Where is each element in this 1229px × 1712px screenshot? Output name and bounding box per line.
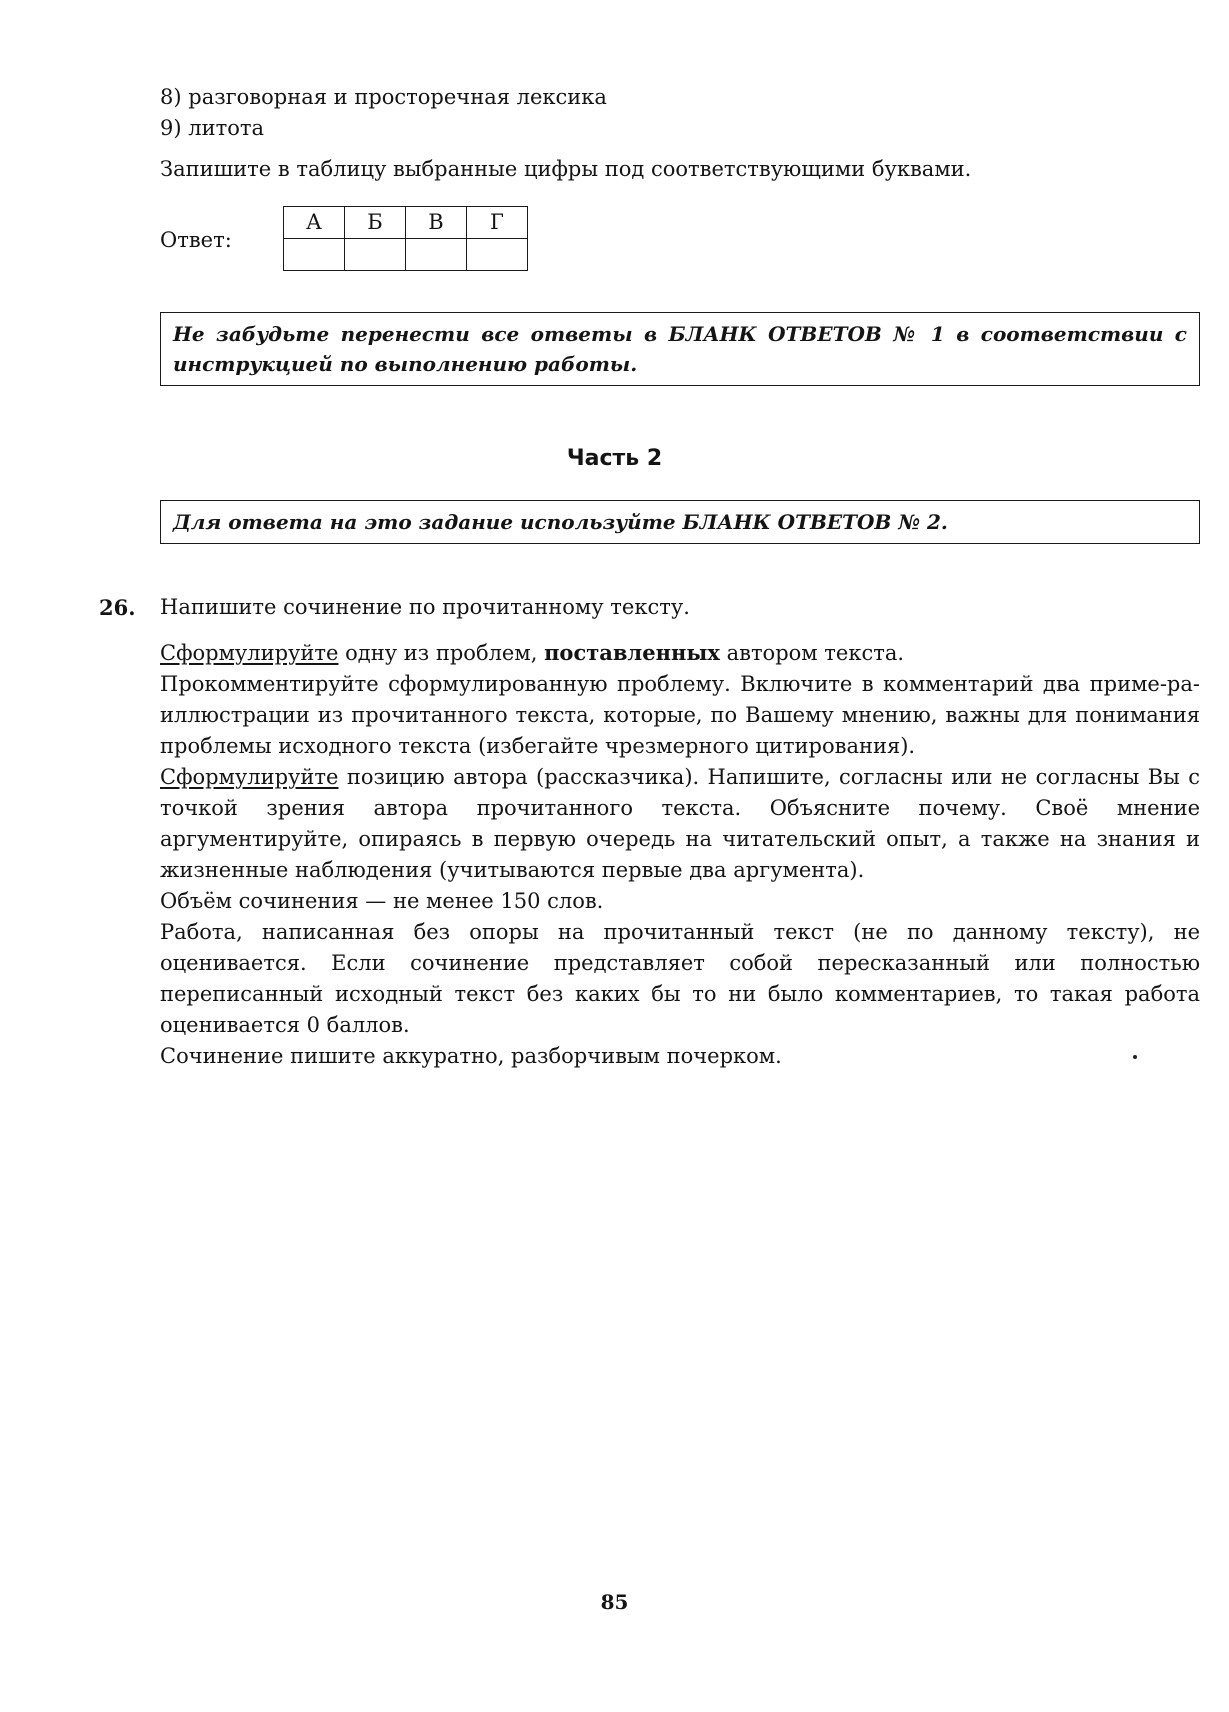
task-p1-text-a: одну из проблем,: [338, 641, 545, 665]
notice-answer-form-2: Для ответа на это задание используйте БЛАНК ОТВЕТОВ № 2.: [160, 500, 1200, 544]
task-paragraph-3: [160, 762, 1200, 886]
answer-cell-v[interactable]: [406, 239, 467, 271]
task-paragraph-5: Работа, написанная без опоры на прочитанный текст (не по данному тексту), не оценивается. Если сочинение представляет собой пересказанный или полностью переписанный исходный текст без каких бы то ни было комментариев, то такая работа оценивается 0 баллов.: [160, 920, 1200, 1037]
answer-cell-a[interactable]: [284, 239, 345, 271]
answer-value-row: [284, 239, 528, 271]
task-number: 26.: [99, 595, 136, 620]
notice-transfer-answers: Не забудьте перенести все ответы в БЛАНК ОТВЕТОВ № 1 в соответствии с инструкцией по выполнению работы.: [160, 312, 1200, 386]
answer-header-a: А: [284, 207, 345, 239]
task-p1-underlined: Сформулируйте: [160, 641, 339, 665]
answer-header-v: В: [406, 207, 467, 239]
part-title: Часть 2: [566, 446, 663, 471]
answer-cell-g[interactable]: [467, 239, 528, 271]
option-9-number: 9): [160, 116, 182, 140]
page-number: 85: [600, 1590, 629, 1614]
option-9: [160, 113, 264, 144]
answer-header-b: Б: [345, 207, 406, 239]
task-p3-underlined: Сформулируйте: [160, 765, 339, 789]
task-p3-text: позицию автора (рассказчика). Напишите, согласны или не согласны Вы с точкой зрения автора прочитанного текста. Объясните почему. Своё мнение аргументируйте, опираясь в первую очередь на читательский опыт, а также на знания и жизненные наблюдения (учитываются первые два аргумента).: [160, 765, 1200, 882]
task-paragraph-2: Прокомментируйте сформулированную проблему. Включите в комментарий два приме-ра-иллюстрации из прочитанного текста, которые, по Вашему мнению, важны для понимания проблемы исходного текста (избегайте чрезмерного цитирования).: [160, 672, 1200, 758]
option-9-text: литота: [188, 116, 264, 140]
task-paragraph-4: Объём сочинения — не менее 150 слов.: [160, 889, 604, 913]
task-paragraph-6: Сочинение пишите аккуратно, разборчивым почерком.: [160, 1044, 782, 1068]
task-paragraph-1: [160, 637, 1200, 669]
option-8: [160, 82, 607, 113]
task-p1-bold: поставленных: [544, 640, 720, 665]
answer-header-row: [284, 207, 528, 239]
option-8-number: 8): [160, 85, 182, 109]
answer-label: Ответ:: [160, 228, 232, 252]
answer-cell-b[interactable]: [345, 239, 406, 271]
option-8-text: разговорная и просторечная лексика: [188, 85, 607, 109]
answer-header-g: Г: [467, 207, 528, 239]
task-text: [160, 592, 1200, 1072]
stray-dot-mark: [1133, 1055, 1137, 1059]
table-instruction: Запишите в таблицу выбранные цифры под соответствующими буквами.: [160, 157, 972, 181]
task-intro: Напишите сочинение по прочитанному тексту.: [160, 595, 690, 619]
task-p1-text-c: автором текста.: [719, 641, 905, 665]
answer-table: [283, 206, 528, 271]
